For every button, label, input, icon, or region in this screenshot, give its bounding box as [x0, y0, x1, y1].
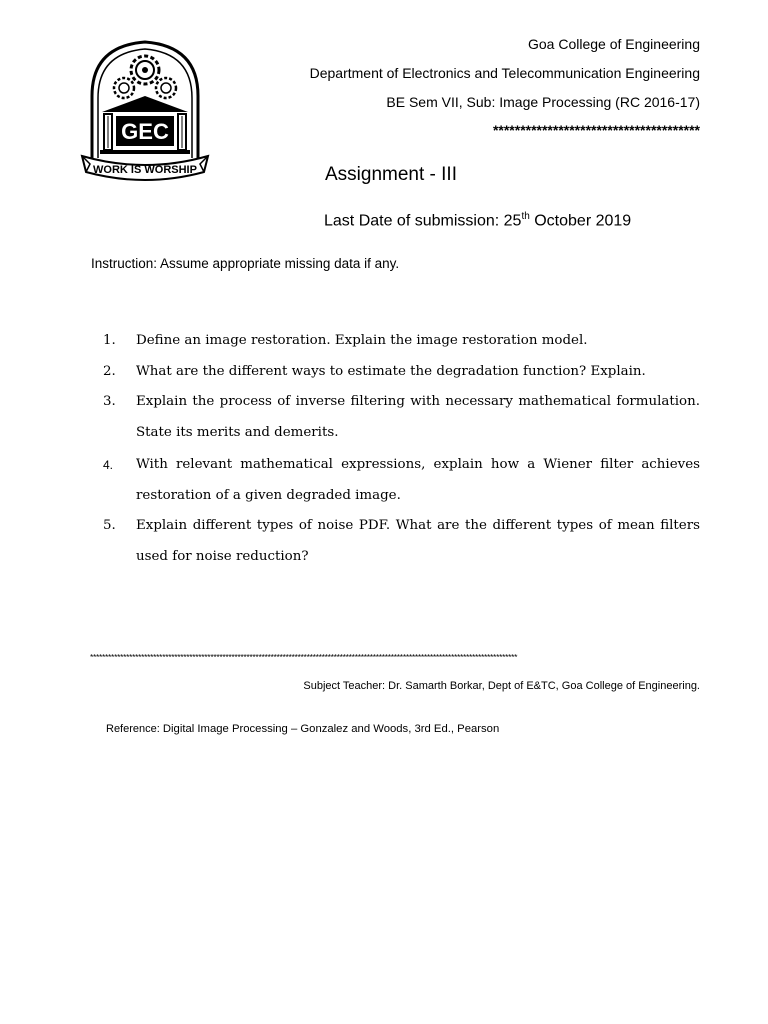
header-divider: ************************************** — [492, 122, 700, 138]
subject-line: BE Sem VII, Sub: Image Processing (RC 2016-17) — [386, 94, 700, 110]
question-number: 2. — [103, 363, 116, 379]
instruction-text: Instruction: Assume appropriate missing data if any. — [91, 256, 400, 271]
question-text: Explain different types of noise PDF. What are the different types of mean filters used for noise reduction? — [136, 518, 700, 564]
question-number: 3. — [103, 394, 116, 409]
reference-value: Digital Image Processing – Gonzalez and Woods, 3rd Ed., Pearson — [162, 723, 500, 735]
list-item — [103, 387, 700, 448]
question-number: 1. — [103, 333, 116, 348]
footer-divider: ********************************************************************************************************************************************** — [90, 652, 518, 662]
list-item — [103, 450, 700, 511]
college-logo — [80, 38, 210, 182]
submission-date-rest: October 2019 — [529, 212, 632, 230]
question-list — [103, 326, 700, 572]
list-item — [103, 326, 700, 357]
question-number: 5. — [103, 518, 116, 533]
question-text: Explain the process of inverse filtering with necessary mathematical formulation. State its merits and demerits. — [136, 394, 700, 440]
submission-date — [324, 211, 631, 230]
subject-teacher: Subject Teacher: Dr. Samarth Borkar, Dept of E&TC, Goa College of Engineering. — [303, 680, 700, 692]
gear-icon — [156, 78, 176, 98]
question-text: With relevant mathematical expressions, explain how a Wiener filter achieves restoration of a given degraded image. — [136, 457, 700, 503]
gear-icon — [114, 78, 134, 98]
submission-date-label: Last Date of submission: 25 — [324, 212, 522, 230]
question-text: Define an image restoration. Explain the image restoration model. — [136, 333, 588, 348]
logo-motto: WORK IS WORSHIP — [93, 164, 197, 176]
list-item — [103, 357, 700, 388]
submission-date-suffix: th — [521, 211, 530, 222]
logo-initials: GEC — [121, 119, 169, 144]
reference — [106, 723, 499, 735]
department-name: Department of Electronics and Telecommunication Engineering — [309, 65, 700, 81]
gear-icon — [131, 56, 159, 84]
page-title: Assignment - III — [325, 164, 457, 185]
list-item — [103, 511, 700, 572]
question-text: What are the different ways to estimate the degradation function? Explain. — [136, 363, 646, 379]
question-number: 4. — [103, 458, 114, 472]
college-name: Goa College of Engineering — [527, 36, 700, 52]
reference-label: Reference: — [106, 723, 163, 735]
